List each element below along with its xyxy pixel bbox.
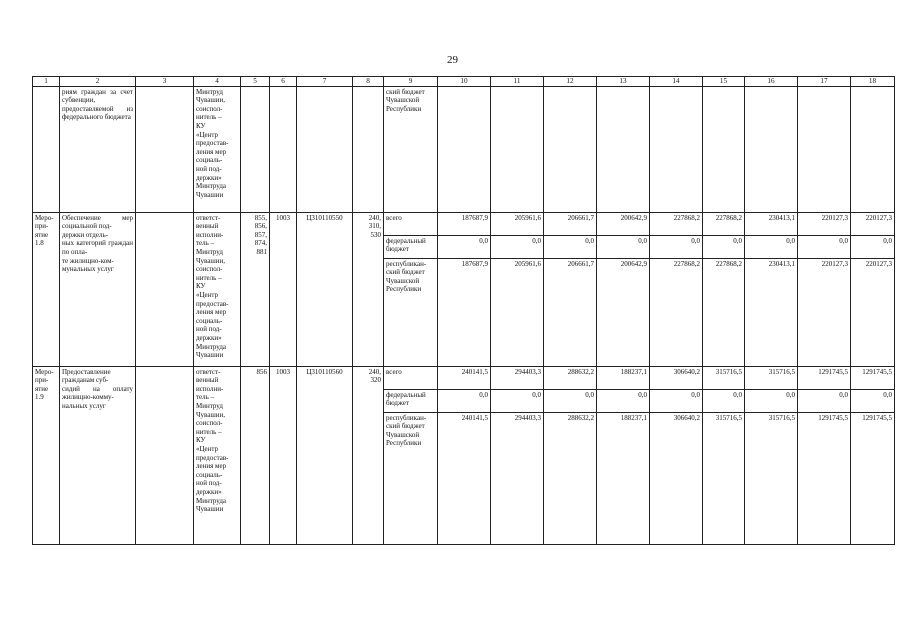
continuation-row [33, 86, 895, 212]
amount-cell: 0,0 [851, 389, 895, 412]
header-cell: 9 [384, 77, 438, 87]
cont-cell-14 [650, 86, 703, 212]
header-cell: 3 [136, 77, 194, 87]
amount-cell: 0,0 [745, 389, 798, 412]
header-cell: 4 [194, 77, 241, 87]
budget-table [32, 76, 895, 545]
amount-cell: 227868,2 [650, 212, 703, 235]
cont-cell-17 [798, 86, 851, 212]
funding-source: всего [384, 366, 438, 389]
amount-cell: 0,0 [650, 389, 703, 412]
event-col3 [136, 212, 194, 366]
event-csr: Ц310110550 [297, 212, 353, 366]
header-row [33, 77, 895, 87]
cont-cell-11 [491, 86, 544, 212]
event-grbs: 856 [241, 366, 270, 544]
amount-cell: 220127,3 [798, 258, 851, 366]
header-cell: 5 [241, 77, 270, 87]
cont-cell-8 [353, 86, 384, 212]
cont-cell-16 [745, 86, 798, 212]
amount-cell: 240141,5 [438, 412, 491, 544]
amount-cell: 0,0 [597, 389, 650, 412]
header-cell: 11 [491, 77, 544, 87]
header-cell: 10 [438, 77, 491, 87]
amount-cell: 294403,3 [491, 366, 544, 389]
header-cell: 7 [297, 77, 353, 87]
header-cell: 17 [798, 77, 851, 87]
amount-cell: 200642,9 [597, 212, 650, 235]
event-vr: 240, 320 [353, 366, 384, 544]
amount-cell: 288632,2 [544, 412, 597, 544]
cont-cell-12 [544, 86, 597, 212]
amount-cell: 0,0 [438, 389, 491, 412]
amount-cell: 288632,2 [544, 366, 597, 389]
event-executor: ответст- венный исполни- тель – Минтруд Чувашии, соиспол- нитель – КУ «Центр предостав- ления мер социаль- ной под- держки» Минтруда Чувашии [194, 366, 241, 544]
amount-cell: 227868,2 [703, 258, 745, 366]
event-col3 [136, 366, 194, 544]
amount-cell: 0,0 [544, 235, 597, 258]
amount-cell: 1291745,5 [798, 366, 851, 389]
funding-source: республикан- ский бюджет Чувашской Республики [384, 258, 438, 366]
amount-cell: 240141,5 [438, 366, 491, 389]
event-id: Меро- при- ятие 1.9 [33, 366, 60, 544]
cont-executor: Минтруд Чувашии, соиспол- нитель – КУ «Центр предостав- ления мер социаль- ной под- держки» Минтруда Чувашии [194, 86, 241, 212]
amount-cell: 315716,5 [745, 412, 798, 544]
amount-cell: 315716,5 [745, 366, 798, 389]
amount-cell: 187687,9 [438, 258, 491, 366]
amount-cell: 0,0 [491, 389, 544, 412]
cont-name: риям граждан за счет субвенции, предоставляемой из федерального бюджета [60, 86, 136, 212]
header-cell: 1 [33, 77, 60, 87]
event-name: Обеспечение мер социальной под- держки отдель- ных категорий граждан по опла- те жилищно-ком- мунальных услуг [60, 212, 136, 366]
amount-cell: 205961,6 [491, 258, 544, 366]
amount-cell: 0,0 [491, 235, 544, 258]
event-rzpr: 1003 [270, 212, 297, 366]
amount-cell: 0,0 [851, 235, 895, 258]
amount-cell: 188237,1 [597, 366, 650, 389]
amount-cell: 0,0 [798, 235, 851, 258]
cont-cell-15 [703, 86, 745, 212]
cont-cell-18 [851, 86, 895, 212]
amount-cell: 206661,7 [544, 212, 597, 235]
cont-cell-6 [270, 86, 297, 212]
amount-cell: 187687,9 [438, 212, 491, 235]
amount-cell: 1291745,5 [851, 366, 895, 389]
funding-source: республикан- ский бюджет Чувашской Республики [384, 412, 438, 544]
cont-source: ский бюджет Чувашской Республики [384, 86, 438, 212]
cont-cell-10 [438, 86, 491, 212]
cont-cell-7 [297, 86, 353, 212]
amount-cell: 306640,2 [650, 412, 703, 544]
amount-cell: 220127,3 [851, 212, 895, 235]
cont-cell-5 [241, 86, 270, 212]
page-number: 29 [447, 54, 458, 66]
event-1-row-1 [33, 212, 895, 235]
event-id: Меро- при- ятие 1.8 [33, 212, 60, 366]
header-cell: 2 [60, 77, 136, 87]
amount-cell: 0,0 [745, 235, 798, 258]
amount-cell: 1291745,5 [798, 412, 851, 544]
amount-cell: 294403,3 [491, 412, 544, 544]
event-name: Предоставление гражданам суб- сидий на оплату жилищно-комму- нальных услуг [60, 366, 136, 544]
header-cell: 12 [544, 77, 597, 87]
amount-cell: 188237,1 [597, 412, 650, 544]
cont-cell-13 [597, 86, 650, 212]
header-cell: 6 [270, 77, 297, 87]
event-vr: 240, 310, 530 [353, 212, 384, 366]
amount-cell: 306640,2 [650, 366, 703, 389]
header-cell: 16 [745, 77, 798, 87]
amount-cell: 227868,2 [650, 258, 703, 366]
amount-cell: 0,0 [703, 389, 745, 412]
amount-cell: 206661,7 [544, 258, 597, 366]
amount-cell: 220127,3 [851, 258, 895, 366]
header-cell: 18 [851, 77, 895, 87]
amount-cell: 227868,2 [703, 212, 745, 235]
event-csr: Ц310110560 [297, 366, 353, 544]
funding-source: всего [384, 212, 438, 235]
amount-cell: 0,0 [798, 389, 851, 412]
header-cell: 15 [703, 77, 745, 87]
amount-cell: 205961,6 [491, 212, 544, 235]
event-executor: ответст- венный исполни- тель – Минтруд Чувашии, соиспол- нитель – КУ «Центр предостав- ления мер социаль- ной под- держки» Минтруда Чувашии [194, 212, 241, 366]
amount-cell: 0,0 [544, 389, 597, 412]
funding-source: федеральный бюджет [384, 235, 438, 258]
amount-cell: 220127,3 [798, 212, 851, 235]
event-2-row-1 [33, 366, 895, 389]
event-rzpr: 1003 [270, 366, 297, 544]
amount-cell: 200642,9 [597, 258, 650, 366]
funding-source: федеральный бюджет [384, 389, 438, 412]
event-grbs: 855, 856, 857, 874, 881 [241, 212, 270, 366]
amount-cell: 315716,5 [703, 412, 745, 544]
amount-cell: 315716,5 [703, 366, 745, 389]
amount-cell: 0,0 [597, 235, 650, 258]
cont-cell-3 [136, 86, 194, 212]
amount-cell: 0,0 [650, 235, 703, 258]
header-cell: 14 [650, 77, 703, 87]
header-cell: 8 [353, 77, 384, 87]
amount-cell: 230413,1 [745, 258, 798, 366]
amount-cell: 0,0 [703, 235, 745, 258]
amount-cell: 1291745,5 [851, 412, 895, 544]
amount-cell: 0,0 [438, 235, 491, 258]
header-cell: 13 [597, 77, 650, 87]
amount-cell: 230413,1 [745, 212, 798, 235]
cont-cell-1 [33, 86, 60, 212]
